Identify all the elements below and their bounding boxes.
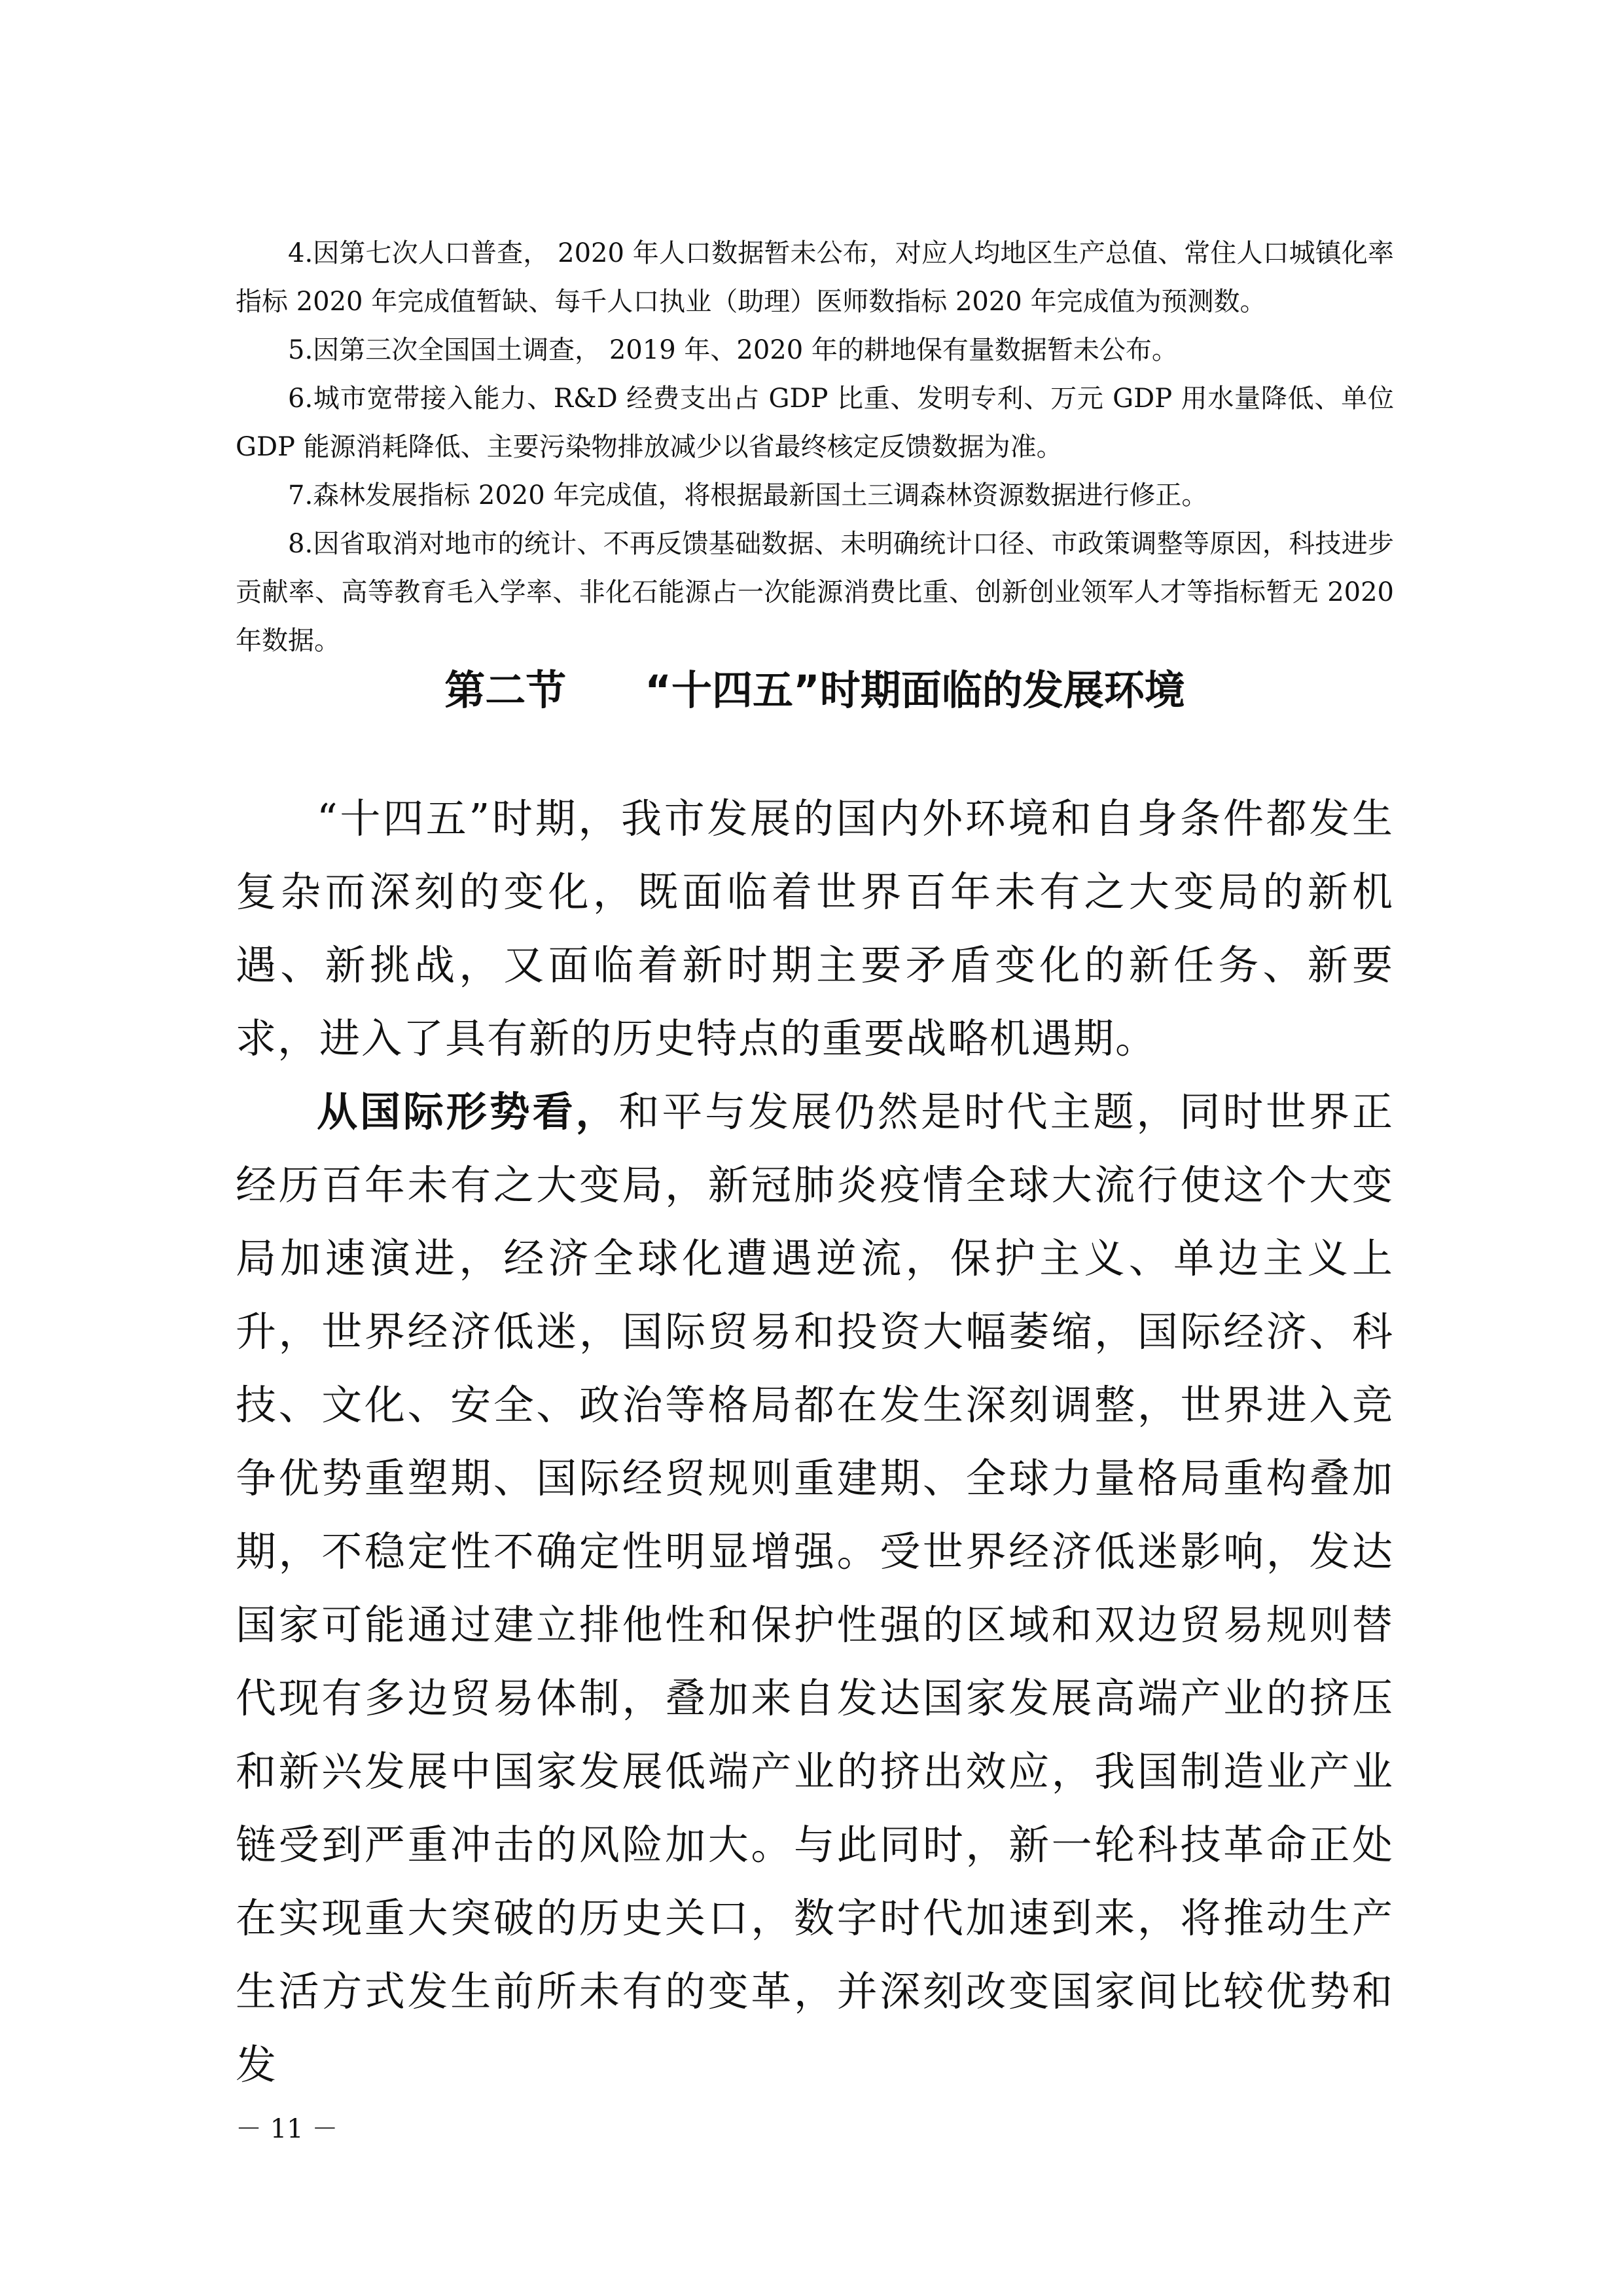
body-paragraph: “十四五”时期，我市发展的国内外环境和自身条件都发生复杂而深刻的变化，既面临着世界百年未有之大变局的新机遇、新挑战，又面临着新时期主要矛盾变化的新任务、新要求，进入了具有新的历史特点的重要战略机遇期。 <box>236 795 1394 1062</box>
page-number: － 11 － <box>236 2114 338 2144</box>
footnotes-block <box>236 229 1394 665</box>
body-paragraph <box>236 1075 1394 2102</box>
note-item: 6.城市宽带接入能力、R&D 经费支出占 GDP 比重、发明专利、万元 GDP 用水量降低、单位 GDP 能源消耗降低、主要污染物排放减少以省最终核定反馈数据为准。 <box>236 384 1394 462</box>
body-text <box>236 782 1394 2102</box>
note-item: 5.因第三次全国国土调查， 2019 年、2020 年的耕地保有量数据暂未公布。 <box>288 335 1178 365</box>
note-item: 7.森林发展指标 2020 年完成值，将根据最新国土三调森林资源数据进行修正。 <box>288 480 1208 511</box>
paragraph-lead: 从国际形势看， <box>317 1088 619 1136</box>
note-item: 4.因第七次人口普查， 2020 年人口数据暂未公布，对应人均地区生产总值、常住人口城镇化率指标 2020 年完成值暂缺、每千人口执业（助理）医师数指标 2020 年完成值为预测数。 <box>236 238 1394 317</box>
section-title: “十四五”时期面临的发展环境 <box>645 666 1185 714</box>
note-item: 8.因省取消对地市的统计、不再反馈基础数据、未明确统计口径、市政策调整等原因，科技进步贡献率、高等教育毛入学率、非化石能源占一次能源消费比重、创新创业领军人才等指标暂无 2020 年数据。 <box>236 529 1394 656</box>
section-heading <box>236 661 1394 720</box>
paragraph-text: 和平与发展仍然是时代主题，同时世界正经历百年未有之大变局，新冠肺炎疫情全球大流行使这个大变局加速演进，经济全球化遭遇逆流，保护主义、单边主义上升，世界经济低迷，国际贸易和投资大幅萎缩，国际经济、科技、文化、安全、政治等格局都在发生深刻调整，世界进入竞争优势重塑期、国际经贸规则重建期、全球力量格局重构叠加期，不稳定性不确定性明显增强。受世界经济低迷影响，发达国家可能通过建立排他性和保护性强的区域和双边贸易规则替代现有多边贸易体制，叠加来自发达国家发展高端产业的挤压和新兴发展中国家发展低端产业的挤出效应，我国制造业产业链受到严重冲击的风险加大。与此同时，新一轮科技革命正处在实现重大突破的历史关口，数字时代加速到来，将推动生产生活方式发生前所未有的变革，并深刻改变国家间比较优势和发 <box>236 1088 1394 2089</box>
section-number: 第二节 <box>444 666 567 714</box>
